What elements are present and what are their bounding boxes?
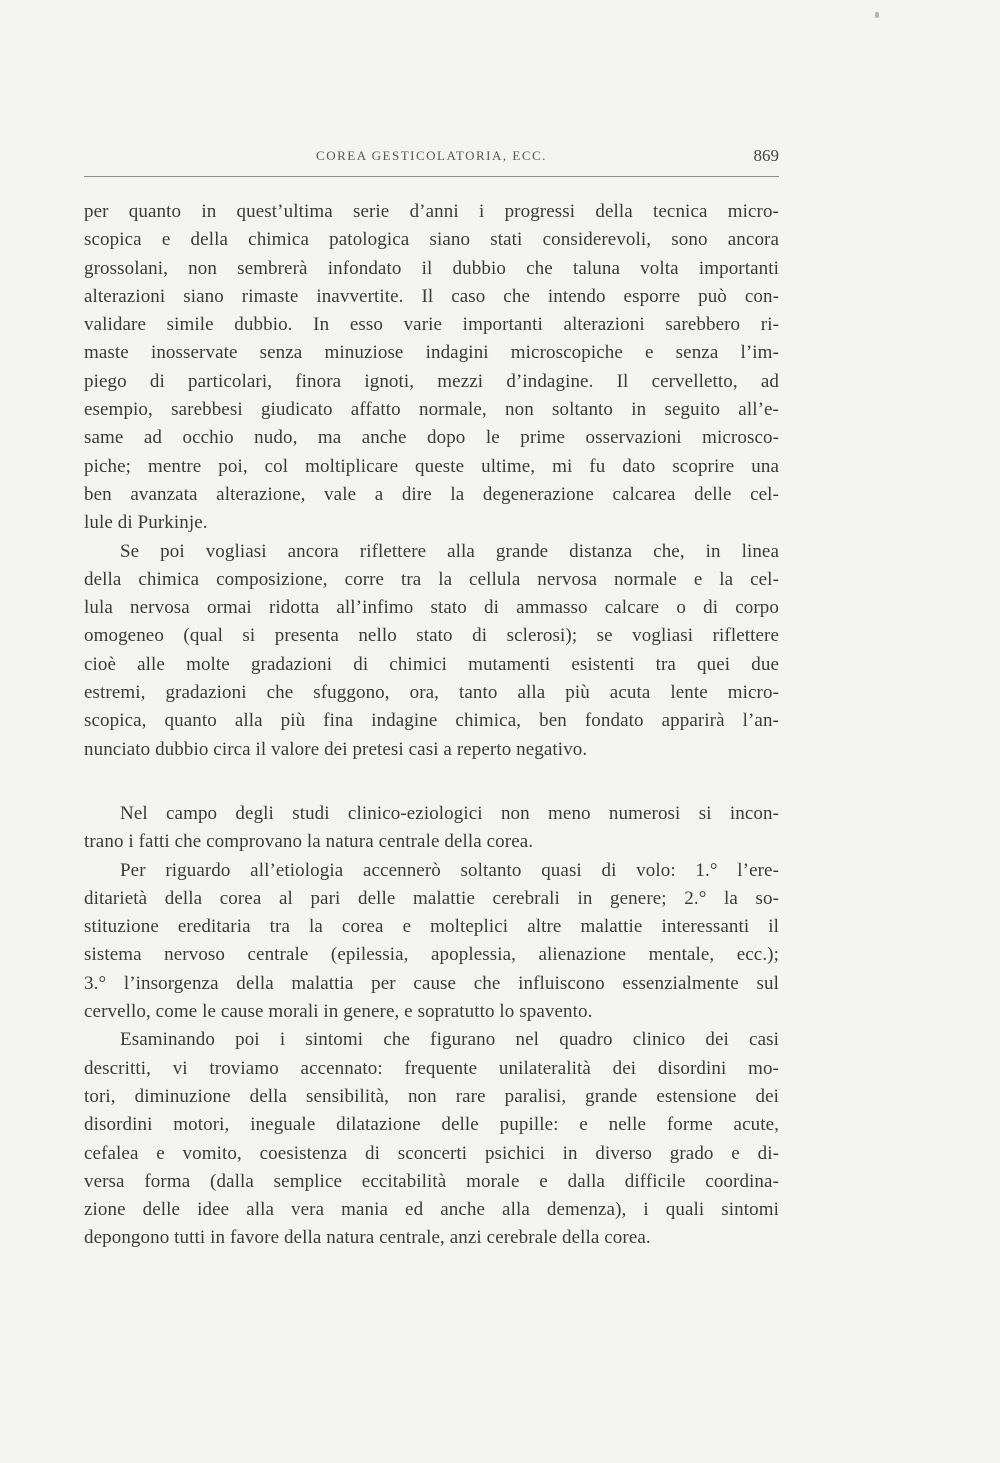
text-line: per quanto in quest’ultima serie d’anni i progressi della tecnica micro-: [84, 201, 779, 222]
paragraph: [84, 198, 779, 538]
text-line: cioè alle molte gradazioni di chimici mutamenti esistenti tra quei due: [84, 653, 779, 675]
text-line: Esaminando poi i sintomi che figurano nel quadro clinico dei casi: [120, 1029, 779, 1051]
text-line: omogeneo (qual si presenta nello stato di sclerosi); se vogliasi riflettere: [84, 625, 779, 647]
text-line: estremi, gradazioni che sfuggono, ora, tanto alla più acuta lente micro-: [84, 682, 779, 704]
paper-speck: [875, 12, 879, 18]
body-text: [84, 198, 779, 1253]
text-line: scopica e della chimica patologica siano stati considerevoli, sono ancora: [84, 229, 779, 251]
text-line: Nel campo degli studi clinico-eziologici non meno numerosi si incon-: [120, 802, 779, 824]
paragraph: [84, 857, 779, 1027]
text-line: cervello, come le cause morali in genere, e sopratutto lo spavento.: [84, 1001, 593, 1023]
text-line: della chimica composizione, corre tra la cellula nervosa normale e la cel-: [84, 568, 779, 590]
text-line: maste inosservate senza minuziose indagini microscopiche e senza l’im-: [84, 342, 779, 364]
text-line: esempio, sarebbesi giudicato affatto normale, non soltanto in seguito all’e-: [84, 399, 779, 421]
text-line: disordini motori, ineguale dilatazione delle pupille: e nelle forme acute,: [84, 1114, 779, 1136]
header-rule: [84, 176, 779, 177]
text-line: trano i fatti che comprovano la natura centrale della corea.: [84, 831, 534, 853]
running-header-title: COREA GESTICOLATORIA, ECC.: [316, 148, 547, 163]
text-line: descritti, vi troviamo accennato: frequente unilateralità dei disordini mo-: [84, 1057, 779, 1079]
text-line: scopica, quanto alla più fina indagine chimica, ben fondato apparirà l’an-: [84, 710, 779, 732]
text-line: stituzione ereditaria tra la corea e molteplici altre malattie interessanti il: [84, 916, 779, 938]
text-line: alterazioni siano rimaste inavvertite. Il caso che intendo esporre può con-: [84, 285, 779, 307]
text-line: versa forma (dalla semplice eccitabilità morale e dalla difficile coordina-: [84, 1170, 779, 1192]
paragraph: [84, 800, 779, 857]
text-line: piego di particolari, finora ignoti, mezzi d’indagine. Il cervelletto, ad: [84, 370, 779, 392]
page-number: 869: [753, 146, 779, 165]
text-line: same ad occhio nudo, ma anche dopo le prime osservazioni microsco-: [84, 427, 779, 449]
running-header: [84, 146, 779, 170]
section-break: [84, 764, 779, 800]
text-line: piche; mentre poi, col moltiplicare queste ultime, mi fu dato scoprire una: [84, 455, 779, 477]
text-line: Per riguardo all’etiologia accennerò soltanto quasi di volo: 1.° l’ere-: [120, 859, 779, 881]
text-line: grossolani, non sembrerà infondato il dubbio che taluna volta importanti: [84, 257, 779, 279]
paragraph: [84, 538, 779, 764]
text-line: sistema nervoso centrale (epilessia, apoplessia, alienazione mentale, ecc.);: [84, 944, 779, 966]
paragraph: [84, 1026, 779, 1252]
text-line: zione delle idee alla vera mania ed anche alla demenza), i quali sintomi: [84, 1199, 779, 1221]
text-line: lula nervosa ormai ridotta all’infimo stato di ammasso calcare o di corpo: [84, 597, 779, 619]
text-line: cefalea e vomito, coesistenza di sconcerti psichici in diverso grado e di-: [84, 1142, 779, 1164]
text-line: Se poi vogliasi ancora riflettere alla grande distanza che, in linea: [120, 540, 779, 562]
text-line: validare simile dubbio. In esso varie importanti alterazioni sarebbero ri-: [84, 314, 779, 336]
text-line: depongono tutti in favore della natura centrale, anzi cerebrale della corea.: [84, 1227, 651, 1249]
text-line: lule di Purkinje.: [84, 512, 208, 534]
text-line: tori, diminuzione della sensibilità, non rare paralisi, grande estensione dei: [84, 1085, 779, 1107]
text-line: nunciato dubbio circa il valore dei pretesi casi a reperto negativo.: [84, 738, 588, 760]
text-line: ben avanzata alterazione, vale a dire la degenerazione calcarea delle cel-: [84, 483, 779, 505]
text-line: ditarietà della corea al pari delle malattie cerebrali in genere; 2.° la so-: [84, 887, 779, 909]
text-line: 3.° l’insorgenza della malattia per cause che influiscono essenzialmente sul: [84, 972, 779, 994]
